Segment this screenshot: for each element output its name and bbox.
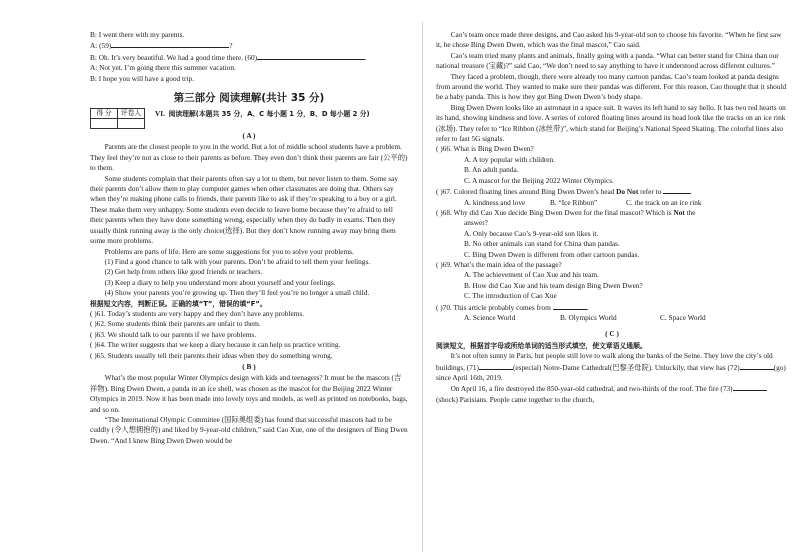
score-cell[interactable] <box>91 119 118 129</box>
paragraph: Problems are parts of life. Here are some suggestions for you to solve your problems. <box>104 246 354 256</box>
suggestion: (2) Get help from others like good friends or teachers. <box>104 267 263 277</box>
option: A. Only because Cao’s 9-year-old son likes it. <box>464 228 599 238</box>
option: C. Bing Dwen Dwen is different from other cartoon pandas. <box>464 249 640 259</box>
dialog-line: B: Oh. It’s very beautiful. We had a good time there. (60) . <box>90 52 367 62</box>
blank-59[interactable] <box>111 40 229 48</box>
option: B. No other animals can stand for China than pandas. <box>464 239 620 249</box>
dialog-line: B: I hope you will have a good trip. <box>90 73 194 83</box>
paragraph: On April 16, a fire destroyed the 850-year-old cathedral, and two-thirds of the roof. The fire (73)(shock) Parisians. People came together to the church, <box>436 383 788 405</box>
paragraph: What’s the most popular Winter Olympics design with kids and teenagers? It must be the mascots (吉祥物). Bing Dwen Dwen, a panda in an ice shell, was chosen as the mascot for the Beijing 2022 Winter Olympics in 2019. Now it has been made into lovely toys and models, as well as printed on notebooks, bags, and so on. <box>90 373 408 414</box>
suggestion: (3) Keep a diary to help you understand more about yourself and your feelings. <box>104 277 336 287</box>
options-67 <box>436 198 788 208</box>
suggestion: (1) Find a good chance to talk with your parents. Don’t be afraid to tell them your feelings. <box>104 256 371 266</box>
tf-question-65: ( )65. Students usually tell their parents their ideas when they do something wrong. <box>90 350 333 360</box>
option: B. Olympics World <box>560 312 617 322</box>
grader-label: 评卷人 <box>118 109 145 119</box>
question-66: ( )66. What is Bing Dwen Dwen? <box>436 144 534 154</box>
blank-70[interactable] <box>553 302 587 310</box>
tf-question-62: ( )62. Some students think their parents are unfair to them. <box>90 319 261 329</box>
score-label: 得 分 <box>91 109 118 119</box>
question-70: ( )70. This article probably comes from . <box>436 302 589 312</box>
part-instruction: VI. 阅读理解(本题共 35 分，A、C 每小题 1 分，B、D 每小题 2 分) <box>155 109 370 119</box>
paragraph: “The International Olympic Committee (国际奥组委) has found that successful mascots had to be cuddly (令人想拥抱的) and liked by 9-year-old children,” said Cao Xue, one of the designers of Bing Dwen Dwen. “And I knew Bing Dwen Dwen would be <box>90 415 408 445</box>
paragraph: Cao’s team once made three designs, and Cao asked his 9-year-old son to choose his favorite. “When he first saw it, he chose Bing Dwen Dwen, which was the final mascot,” Cao said. <box>436 30 782 50</box>
passage-c-label: ( C ) <box>605 329 619 339</box>
paragraph: Some students complain that their parents often say a lot to them, but never listen to them. Some say their parents don’t allow them to play computer games when other classmates are doing that. Others say when they’re making phone calls to friends, their parents like to ask if they’re speaking to a boy or a girl. These make them very unhappy. Some students even decide to leave home because they’re afraid to tell their parents when they have done something wrong, especially when they do badly in exams. Then they usually think running away is the only choice(选择). But they don’t know running away may bring them some more problems. <box>90 173 399 246</box>
question-68: ( )68. Why did Cao Xue decide Bing Dwen Dwen for the final mascot? Which is Not the <box>436 207 696 217</box>
option: A. The achievement of Cao Xue and his team. <box>464 270 599 280</box>
grader-cell[interactable] <box>118 119 145 129</box>
dialog-line: A: (59) ? <box>90 41 233 51</box>
blank-72[interactable] <box>740 362 774 370</box>
option: C. the track on an ice rink <box>626 197 702 207</box>
option: B. “Ice Ribbon” <box>550 197 598 207</box>
option: B. An adult panda. <box>464 165 519 175</box>
blank-60[interactable] <box>257 52 365 60</box>
paragraph: It’s not often sunny in Paris, but people still love to walk along the banks of the Seine. They love the city’s old buildings, (71) (especial) Notre-Dame Cathedral(巴黎圣母院). Unluckily, that view has (72) (go) since April 16th, 2019. <box>436 351 786 382</box>
part-header <box>90 108 408 129</box>
question-67: ( )67. Colored floating lines around Bing Dwen Dwen’s head Do Not refer to <box>436 186 788 197</box>
blank-73[interactable] <box>733 383 767 391</box>
left-column <box>90 30 408 446</box>
question-68-cont: answer? <box>464 218 488 228</box>
paragraph: Cao’s team tried many plants and animals, finally going with a panda. “What can better stand for China than our national treasure (宝藏)?” said Cao, “We don’t need to say anything to have it understood across different cultures.” <box>436 50 779 71</box>
tf-question-61: ( )61. Today’s students are very happy and they don’t have any problems. <box>90 308 305 318</box>
paragraph: Bing Dwen Dwen looks like an astronaut in a space suit. It waves its left hand to say hello. It has two red hearts on its hand, showing kindness and love. A series of colored floating lines around its head look like the tracks on an ice rink (冰场). They refer to “Ice Ribbon (冰丝带)”, which stand for Beijing’s National Speed Skating. The colorful lines also refer to fast 5G signals. <box>436 102 786 144</box>
paragraph: Parents are the closest people to you in the world. But a lot of middle school students have a problem. They feel they’re not as close to their parents as before. They even don’t think their parents are fair (公平的) to them. <box>90 142 408 173</box>
passage-b-label: ( B ) <box>242 361 256 371</box>
dialog-line: A: Not yet. I’m going there this summer vacation. <box>90 63 236 73</box>
option: C. A mascot for the Beijing 2022 Winter Olympics. <box>464 175 614 185</box>
suggestion: (4) Show your parents you’re growing up. Then they’ll feel you’re no longer a small child. <box>104 288 370 298</box>
blank-67[interactable] <box>663 186 691 194</box>
blank-71[interactable] <box>479 362 513 370</box>
question-69: ( )69. What’s the main idea of the passage? <box>436 259 562 269</box>
option: B. How did Cao Xue and his team design Bing Dwen Dwen? <box>464 280 643 290</box>
column-divider <box>422 22 423 552</box>
option: C. Space World <box>660 312 706 322</box>
options-70 <box>436 313 788 323</box>
paragraph: They faced a problem, though, there were already too many cartoon pandas. Cao’s team looked at panda designs from around the world. They wanted to make sure their pandas was different. For this reason, Cao thought that it should be a baby panda. This is how they got Bing Dwen Dwen’s body shape. <box>436 71 787 102</box>
tf-question-64: ( )64. The writer suggests that we keep a diary because it can help us practice writing. <box>90 340 341 350</box>
option: C. The introduction of Cao Xue <box>464 291 557 301</box>
option: A. A toy popular with children. <box>464 154 555 164</box>
option: A. Science World <box>464 312 516 322</box>
score-box <box>90 108 145 129</box>
passage-a-label: ( A ) <box>242 131 256 141</box>
tf-question-63: ( )63. We should talk to our parents if we have problems. <box>90 329 257 339</box>
dialog-line: B: I went there with my parents. <box>90 30 185 39</box>
c-instruction: 阅读短文，根据首字母或所给单词的适当形式填空，使文章语义通顺。 <box>436 341 647 350</box>
right-column <box>436 30 788 405</box>
option: A. kindness and love <box>464 197 526 207</box>
section-title: 第三部分 阅读理解(共计 35 分) <box>173 92 325 105</box>
tf-instruction: 根据短文内容，判断正误。正确的填“T”，错误的填“F”。 <box>90 299 267 308</box>
